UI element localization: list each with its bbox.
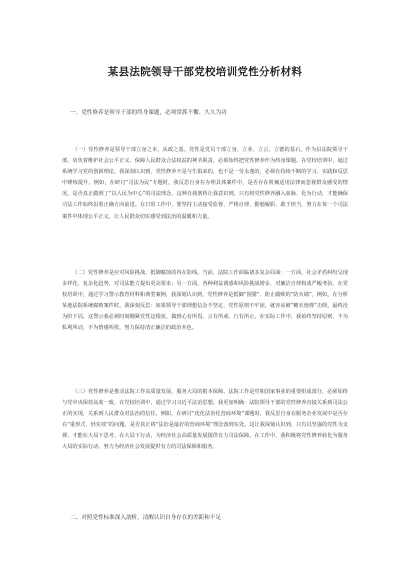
section-heading-2: 二、对照党性标准深入剖析，清醒认识自身存在的差距和不足 xyxy=(70,515,222,521)
paragraph-3: （三）党性修养是推动法院工作高质量发展、服务大局的根本保障。法院工作是党和国家事业的重要组成部分，必须始终与党中央保持高度一致，在党校培训中，通过学习习近平法治思想，我更加明确：法院领导干部的党性修养直接关系到司法公正的实现，关系到人民群众对法治的信任。例如，在研讨“优化法治化营商环境”课题时，我反思自身在服务企业发展中是否存在“重形式、轻实效”的问题，是否真正将“法治是最好的营商环境”理念落到实处。这让我深刻认识到，只有以坚强的党性为支撑，才能在大局下思考、在大局下行动，为经济社会高质量发展提供有力司法保障。在工作中，我积极将党性修养转化为服务大局的实际行动，努力为经济社会发展提供有力的司法保障和服务。 xyxy=(62,389,348,451)
page-title: 某县法院领导干部党校培训党性分析材料 xyxy=(107,66,303,78)
section-heading-1: 一、党性修养是领导干部的终身课题，必须常抓不懈、久久为功 xyxy=(70,110,227,116)
paragraph-2: （二）党性修养是应对风险挑战、抵御腐蚀的内在防线。当前，法院工作面临诸多复杂局面：一方面，社会矛盾纠纷呈现多样化、复杂化趋势，对司法能力提出更高要求；另一方面，各种利益诱惑和风险挑战增多，对廉洁自律构成严峻考验。在党校培训中，通过学习警示教育材料和典型案例，我深刻认识到，党性修养是抵御“围猎”、防止腐败的“防火墙”。例如，在分析某地法院系统腐败案件时，我深刻反思：如果领导干部理想信念不坚定、党性原则不牢固，就容易被“糖衣炮弹”击倒，最终沦为阶下囚。这警示我必须时刻绷紧党性这根弦，做到心有所畏、言有所戒、行有所止。在实际工作中，我始终坚持原则，不为私利所动，不为情感所扰，努力保持清正廉洁的政治本色。 xyxy=(62,270,348,332)
paragraph-1: （一）党性修养是领导干部立身之本、从政之基。党性是党员干部立身、立业、立言、立德的基石。作为县法院领导干部，肩负着维护社会公平正义、保障人民群众合法权益的神圣职责，必须始终把党性修养作为终身课题。在党校培训中，通过系统学习党的创新理论，我深刻认识到，党性修养不是与生俱来的，也不是一劳永逸的，必须在持续不断的学习、实践和反思中锤炼提升。例如，在研讨“司法为民”专题时，我反思自身在办理具体案件中，是否存在机械适用法律而忽视群众感受的情况，是否真正做到了“以人民为中心”的司法理念。这种自我剖析让我意识到，只有将党性修养融入血脉、化为行动，才能确保司法工作始终沿着正确方向前进。在日常工作中，要坚持主动接受监督、严格自律、勤勉履职、敢于担当，努力在每一个司法案件中体现公平正义，让人民群众切实感受到法治的温暖和力量。 xyxy=(62,147,348,220)
